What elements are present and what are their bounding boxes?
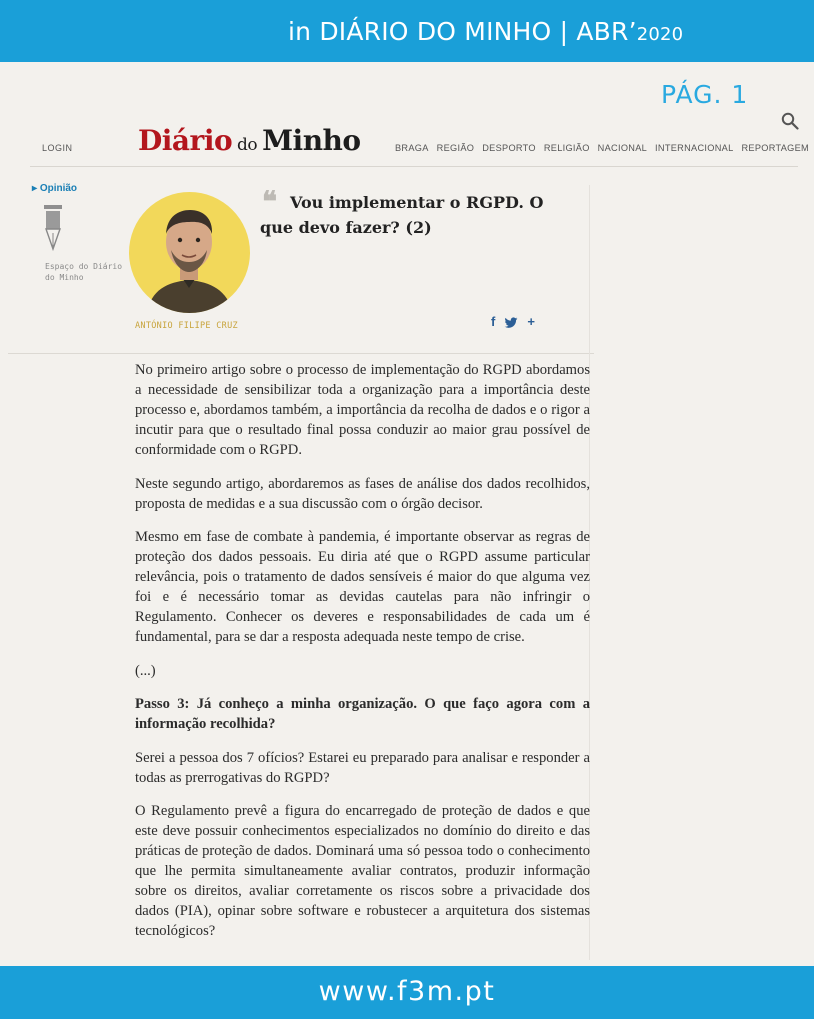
author-avatar [129, 192, 250, 313]
paragraph: No primeiro artigo sobre o processo de implementação do RGPD abordamos a necessidade de sensibilizar toda a organização para a importância deste processo e, abordamos também, a importância da recolha de dados e o rigor a incutir para que o resultado final possa conduzir ao maior grau possível de conformidade com o RGPD. [135, 362, 590, 458]
paragraph: Serei a pessoa dos 7 ofícios? Estarei eu preparado para analisar e responder a todas as prerrogativas do RGPD? [135, 749, 590, 786]
nav-item-nacional[interactable]: NACIONAL [597, 143, 648, 153]
page-number: PÁG. 1 [661, 80, 749, 109]
nav-item-reportagem[interactable]: REPORTAGEM [741, 143, 809, 153]
top-banner [0, 0, 814, 62]
site-logo[interactable] [138, 124, 361, 157]
header-divider [30, 166, 798, 167]
share-more-icon[interactable]: + [527, 314, 535, 329]
section-label: Opinião [39, 183, 78, 194]
paragraph: Mesmo em fase de combate à pandemia, é importante observar as regras de proteção dos dados pessoais. Eu diria até que o RGPD assume particular relevância, pois o tratamento de dados sensíveis é maior do que alguma vez foi e é necessário tomar as devidas cautelas para não infringir o Regulamento. Conhecer os deveres e responsabilidades de cada um é fundamental, para se dar a resposta adequada neste tempo de crise. [135, 529, 590, 645]
nav-item-braga[interactable]: BRAGA [395, 143, 429, 153]
nav-item-desporto[interactable]: DESPORTO [482, 143, 536, 153]
facebook-icon[interactable]: f [491, 314, 496, 329]
banner-title-text: in DIÁRIO DO MINHO | ABR’ [288, 17, 637, 46]
nav-item-religiao[interactable]: RELIGIÃO [543, 143, 590, 153]
fountain-pen-icon [43, 205, 63, 251]
subheading: Passo 3: Já conheço a minha organização. O que faço agora com a informação recolhida? [135, 696, 590, 732]
banner-title [288, 17, 683, 46]
twitter-icon[interactable] [504, 316, 518, 330]
section-divider [8, 353, 594, 354]
banner-year: 2020 [636, 24, 684, 45]
article-headline: Vou implementar o RGPD. O que devo fazer? (2) [260, 193, 544, 237]
logo-word-diario: Diário [138, 124, 233, 157]
article-body [135, 360, 590, 955]
quote-icon: ❝ [262, 185, 278, 218]
search-icon[interactable] [781, 112, 799, 130]
share-bar [491, 314, 535, 330]
section-link-opiniao[interactable]: ▸ Opinião [32, 183, 78, 194]
bottom-banner [0, 966, 814, 1019]
paragraph: (...) [135, 662, 156, 679]
logo-word-minho: Minho [262, 124, 361, 157]
login-link[interactable]: LOGIN [42, 143, 73, 153]
sidebar-caption: Espaço do Diário do Minho [45, 262, 123, 282]
nav-item-internacional[interactable]: INTERNACIONAL [655, 143, 734, 153]
author-name[interactable]: ANTÓNIO FILIPE CRUZ [135, 321, 238, 331]
logo-word-do: do [232, 135, 263, 155]
main-nav [395, 143, 809, 153]
paragraph: Neste segundo artigo, abordaremos as fases de análise dos dados recolhidos, proposta de medidas e a sua discussão com o órgão decisor. [135, 475, 590, 512]
footer-url[interactable]: www.f3m.pt [318, 976, 496, 1007]
nav-item-regiao[interactable]: REGIÃO [436, 143, 475, 153]
paragraph: O Regulamento prevê a figura do encarregado de proteção de dados e que este deve possuir conhecimentos especializados no domínio do direito e das práticas de proteção de dados. Dominará uma só pessoa todo o conhecimento que lhe permita simultaneamente avaliar contratos, produzir informação sobre os direitos, avaliar corretamente os riscos sobre a privacidade dos dados (PIA), opinar sobre software e robustecer a arquitetura dos sistemas tecnológicos? [135, 803, 590, 939]
